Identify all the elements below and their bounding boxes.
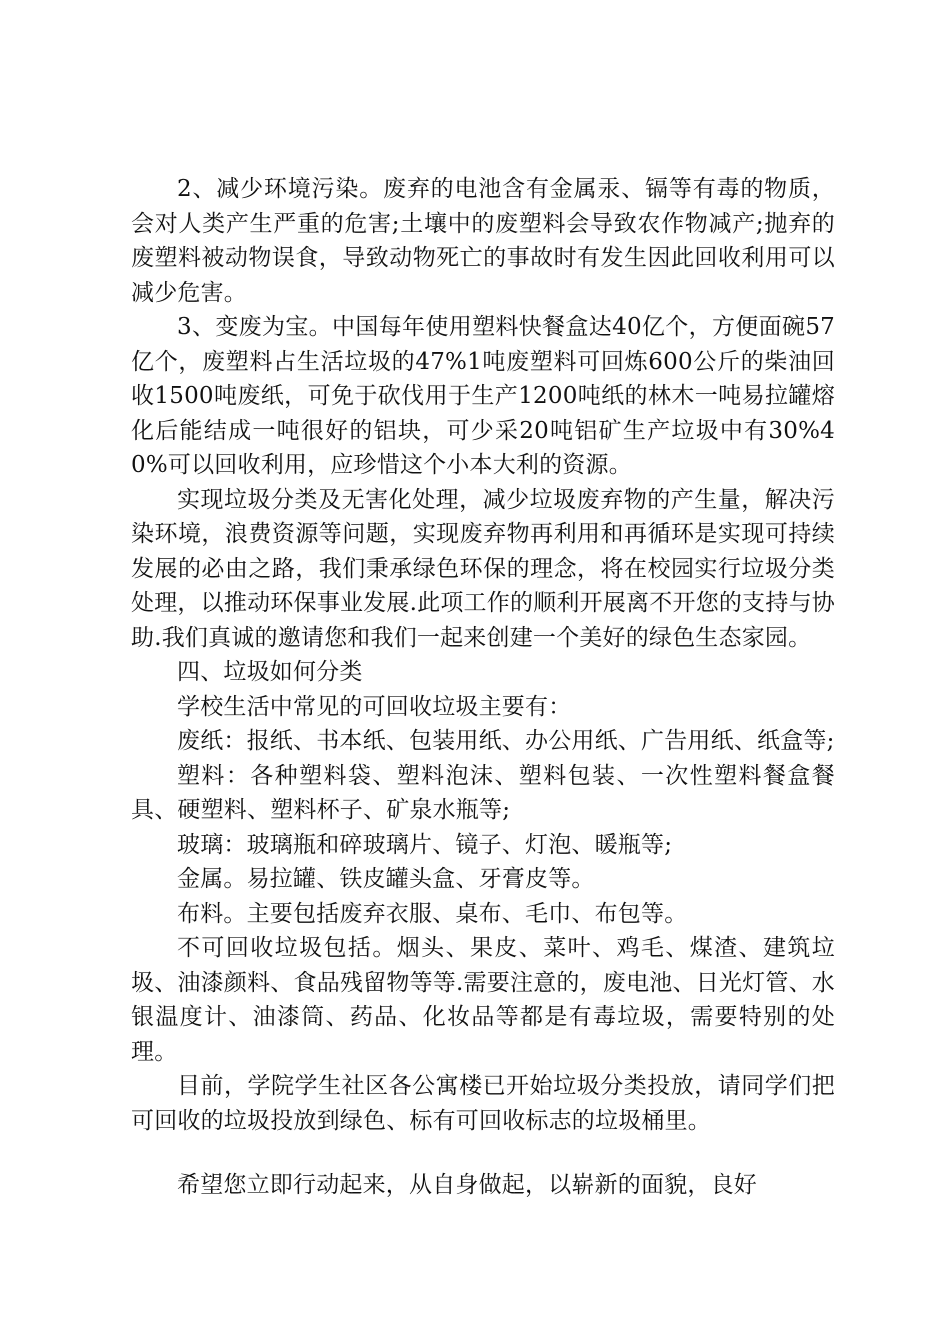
paragraph-reduce-pollution: 2、减少环境污染。废弃的电池含有金属汞、镉等有毒的物质，会对人类产生严重的危害;土壤中的废塑料会导致农作物减产;抛弃的废塑料被动物误食，导致动物死亡的事故时有发生因此回收利用可以减少危害。 <box>131 176 835 306</box>
paragraph-recyclables-intro: 学校生活中常见的可回收垃圾主要有： <box>177 693 572 720</box>
list-item-glass: 玻璃：玻璃瓶和碎玻璃片、镜子、灯泡、暖瓶等; <box>177 831 673 858</box>
section-heading-how-to-sort: 四、垃圾如何分类 <box>177 659 363 685</box>
list-item-plastic: 塑料：各种塑料袋、塑料泡沫、塑料包装、一次性塑料餐盒餐具、硬塑料、塑料杯子、矿泉水瓶等; <box>131 762 835 823</box>
list-item-metal: 金属。易拉罐、铁皮罐头盒、牙膏皮等。 <box>177 866 595 892</box>
paragraph-waste-to-treasure: 3、变废为宝。中国每年使用塑料快餐盒达40亿个，方便面碗57亿个，废塑料占生活垃圾的47%1吨废塑料可回炼600公斤的柴油回收1500吨废纸，可免于砍伐用于生产1200吨纸的林木一吨易拉罐熔化后能结成一吨很好的铝块，可少采20吨铝矿生产垃圾中有30%40%可以回收利用，应珍惜这个小本大利的资源。 <box>131 314 835 478</box>
list-item-paper: 废纸：报纸、书本纸、包装用纸、办公用纸、广告用纸、纸盒等; <box>177 728 835 754</box>
list-item-fabric: 布料。主要包括废弃衣服、桌布、毛巾、布包等。 <box>177 900 688 927</box>
paragraph-gap <box>131 1138 835 1168</box>
paragraph-non-recyclables: 不可回收垃圾包括。烟头、果皮、菜叶、鸡毛、煤渣、建筑垃圾、油漆颜料、食品残留物等等.需要注意的，废电池、日光灯管、水银温度计、油漆筒、药品、化妆品等都是有毒垃圾，需要特别的处理。 <box>131 935 835 1065</box>
document-page <box>131 172 835 1203</box>
paragraph-call-to-action: 希望您立即行动起来，从自身做起，以崭新的面貌，良好 <box>177 1172 757 1198</box>
paragraph-current-status: 目前，学院学生社区各公寓楼已开始垃圾分类投放，请同学们把可回收的垃圾投放到绿色、标有可回收标志的垃圾桶里。 <box>131 1073 835 1134</box>
paragraph-sorting-initiative: 实现垃圾分类及无害化处理，减少垃圾废弃物的产生量，解决污染环境，浪费资源等问题，实现废弃物再利用和再循环是实现可持续发展的必由之路，我们秉承绿色环保的理念，将在校园实行垃圾分类处理，以推动环保事业发展.此项工作的顺利开展离不开您的支持与协助.我们真诚的邀请您和我们一起来创建一个美好的绿色生态家园。 <box>131 486 835 651</box>
